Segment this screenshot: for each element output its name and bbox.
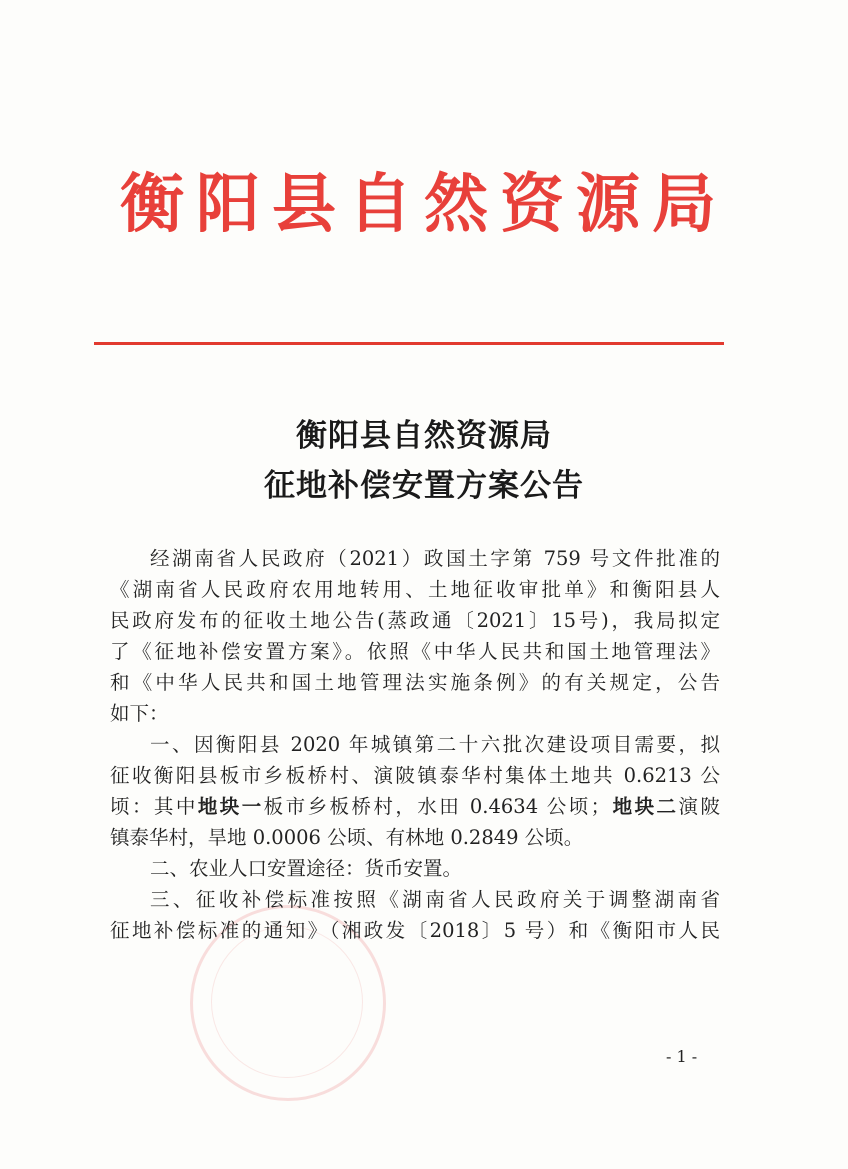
body-line: 征地补偿标准的通知》（湘政发〔2018〕5 号）和《衡阳市人民 — [110, 919, 720, 942]
document-body — [110, 543, 720, 946]
body-line: 《湖南省人民政府农用地转用、土地征收审批单》和衡阳县人 — [110, 578, 720, 601]
faded-seal-inner-ring — [211, 926, 363, 1078]
body-text: 顷：其中 — [110, 795, 198, 818]
body-text: 板市乡板桥村，水田 0.4634 公顷； — [263, 795, 611, 818]
body-line: 二、农业人口安置途径：货币安置。 — [150, 857, 463, 880]
letterhead: 衡阳县自然资源局 — [120, 167, 728, 242]
body-line: 一、因衡阳县 2020 年城镇第二十六批次建设项目需要，拟 — [150, 733, 720, 756]
body-line: 征收衡阳县板市乡板桥村、演陂镇泰华村集体土地共 0.6213 公 — [110, 764, 720, 787]
body-line: 如下： — [110, 702, 169, 725]
body-text: 演陂 — [678, 795, 720, 818]
body-line-parcels — [110, 791, 720, 822]
body-line: 经湖南省人民政府（2021）政国土字第 759 号文件批准的 — [150, 547, 720, 570]
body-line: 了《征地补偿安置方案》。依照《中华人民共和国土地管理法》 — [110, 640, 720, 663]
parcel-one-label: 地块一 — [197, 795, 264, 818]
body-line: 镇泰华村，旱地 0.0006 公顷、有林地 0.2849 公顷。 — [110, 826, 584, 849]
document-title-line1: 衡阳县自然资源局 — [296, 418, 552, 454]
body-line: 民政府发布的征收土地公告(蒸政通〔2021〕15号)，我局拟定 — [110, 609, 720, 632]
document-title-line2: 征地补偿安置方案公告 — [264, 468, 584, 504]
red-divider-rule — [94, 342, 724, 345]
body-line: 三、征收补偿标准按照《湖南省人民政府关于调整湖南省 — [150, 888, 720, 911]
body-line: 和《中华人民共和国土地管理法实施条例》的有关规定，公告 — [110, 671, 720, 694]
parcel-two-label: 地块二 — [610, 795, 679, 818]
page-number: - 1 - — [666, 1047, 698, 1066]
